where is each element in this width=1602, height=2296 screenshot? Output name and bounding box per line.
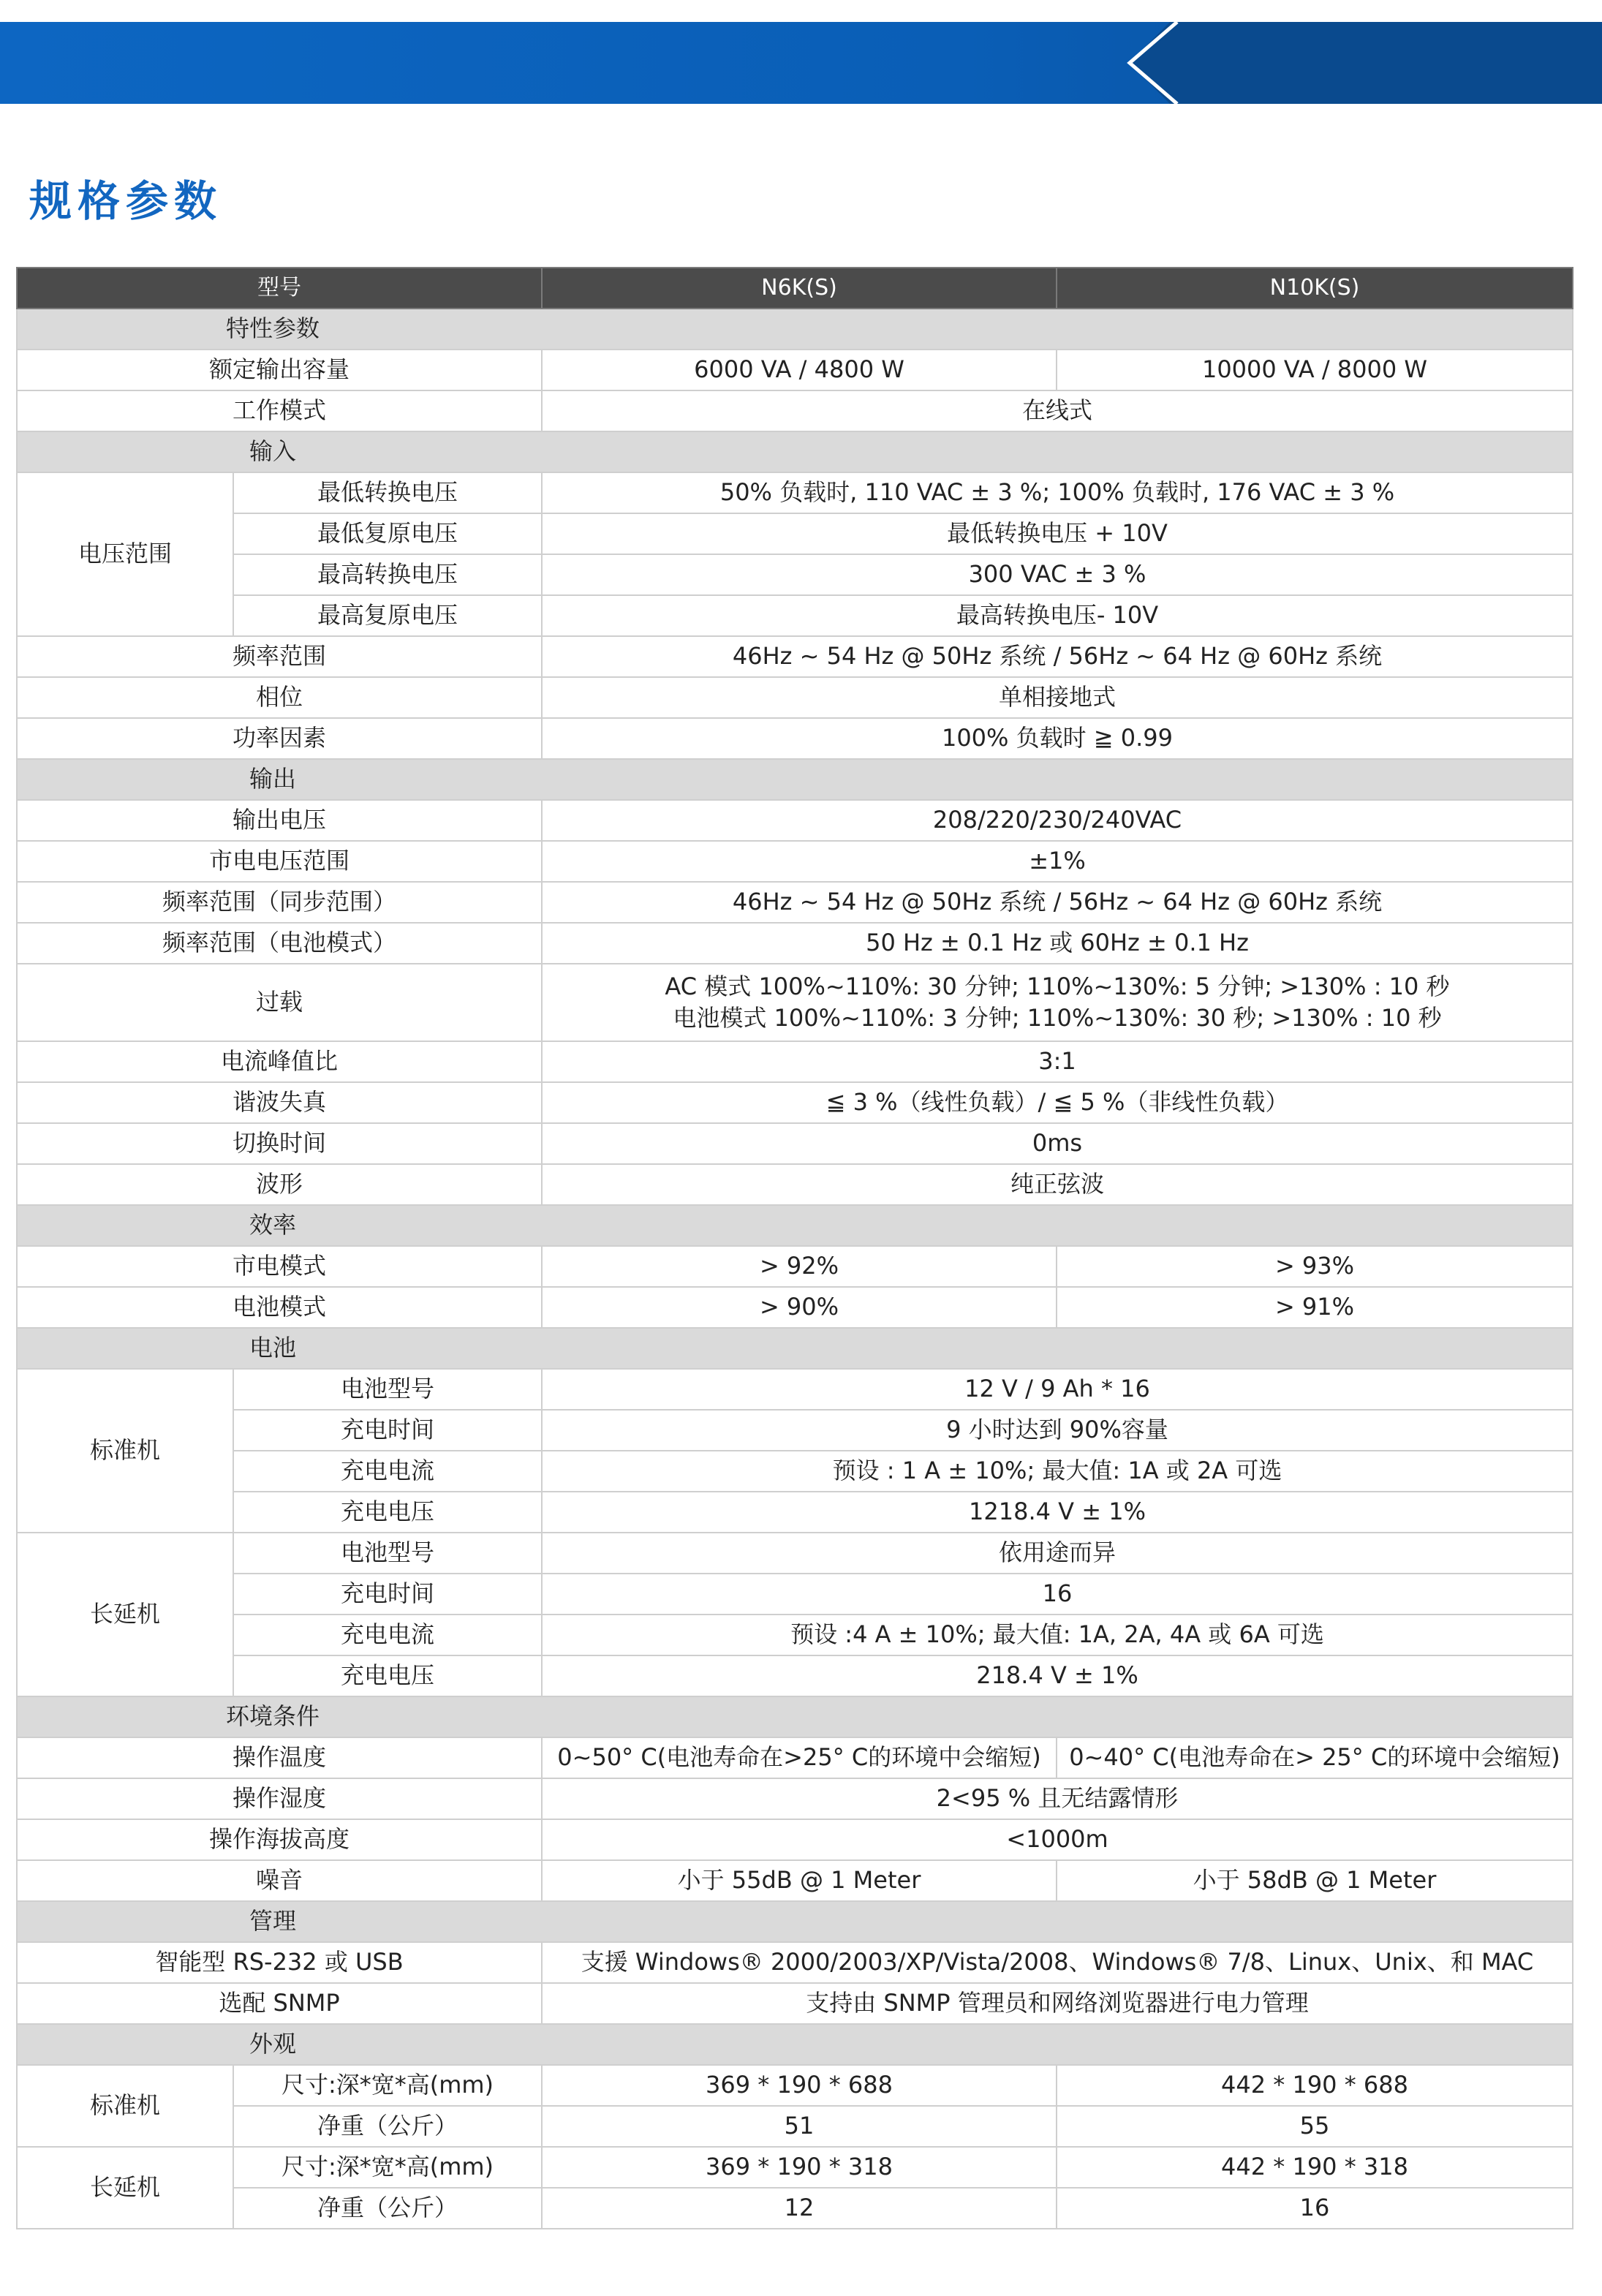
cell-value: ≦ 3 %（线性负载）/ ≦ 5 %（非线性负载）	[542, 1082, 1573, 1123]
table-row	[17, 2106, 1573, 2147]
cell-value: 12 V / 9 Ah * 16	[542, 1369, 1573, 1410]
overload-battery-line: 电池模式 100%~110%: 3 分钟; 110%~130%: 30 秒; >130% : 10 秒	[673, 1004, 1442, 1032]
table-row	[17, 1164, 1573, 1205]
row-label: 电流峰值比	[17, 1041, 542, 1082]
row-label: 输出电压	[17, 800, 542, 841]
row-label: 充电电压	[233, 1492, 542, 1533]
row-label: 尺寸:深*宽*高(mm)	[233, 2065, 542, 2106]
table-row	[17, 1451, 1573, 1492]
cell-value: 50 Hz ± 0.1 Hz 或 60Hz ± 0.1 Hz	[542, 923, 1573, 964]
section-row	[17, 1328, 1573, 1369]
section-row	[17, 2024, 1573, 2065]
table-row	[17, 390, 1573, 431]
cell-value: 纯正弦波	[542, 1164, 1573, 1205]
header-col-n6k: N6K(S)	[542, 268, 1057, 309]
table-row	[17, 2147, 1573, 2188]
cell-value: <1000m	[542, 1819, 1573, 1860]
table-row	[17, 841, 1573, 882]
table-row	[17, 1615, 1573, 1655]
table-row	[17, 1942, 1573, 1983]
cell-value: > 93%	[1057, 1246, 1573, 1287]
row-label: 充电时间	[233, 1574, 542, 1615]
table-row	[17, 1492, 1573, 1533]
cell-value: 369 * 190 * 688	[542, 2065, 1057, 2106]
table-row	[17, 1778, 1573, 1819]
row-label: 操作湿度	[17, 1778, 542, 1819]
cell-value: > 92%	[542, 1246, 1057, 1287]
cell-value: 51	[542, 2106, 1057, 2147]
cell-value: 预设 :4 A ± 10%; 最大值: 1A, 2A, 4A 或 6A 可选	[542, 1615, 1573, 1655]
table-row	[17, 1287, 1573, 1328]
row-label: 智能型 RS-232 或 USB	[17, 1942, 542, 1983]
row-label: 选配 SNMP	[17, 1983, 542, 2024]
row-label: 操作海拔高度	[17, 1819, 542, 1860]
section-environment: 环境条件	[225, 1702, 320, 1731]
group-label: 长延机	[17, 1533, 233, 1696]
cell-value: 单相接地式	[542, 677, 1573, 718]
cell-value: 12	[542, 2188, 1057, 2229]
cell-value: 9 小时达到 90%容量	[542, 1410, 1573, 1451]
cell-value: 100% 负载时 ≧ 0.99	[542, 718, 1573, 759]
row-label: 市电模式	[17, 1246, 542, 1287]
banner-chevron-graphic	[0, 22, 1602, 104]
section-row	[17, 1696, 1573, 1737]
cell-value: 300 VAC ± 3 %	[542, 554, 1573, 595]
table-row	[17, 1983, 1573, 2024]
table-row	[17, 350, 1573, 390]
overload-ac-line: AC 模式 100%~110%: 30 分钟; 110%~130%: 5 分钟; >130% : 10 秒	[665, 972, 1450, 1000]
section-management: 管理	[249, 1907, 296, 1936]
table-row	[17, 718, 1573, 759]
cell-value: 0~40° C(电池寿命在> 25° C的环境中会缩短)	[1057, 1737, 1573, 1778]
cell-value: 支持由 SNMP 管理员和网络浏览器进行电力管理	[542, 1983, 1573, 2024]
table-row	[17, 2188, 1573, 2229]
cell-value: 3:1	[542, 1041, 1573, 1082]
row-label: 电池型号	[233, 1533, 542, 1574]
table-row	[17, 1737, 1573, 1778]
table-row	[17, 1860, 1573, 1901]
row-label: 过载	[17, 964, 542, 1041]
row-label: 频率范围（电池模式）	[17, 923, 542, 964]
cell-value: 50% 负载时, 110 VAC ± 3 %; 100% 负载时, 176 VAC ± 3 %	[542, 472, 1573, 513]
cell-value: 6000 VA / 4800 W	[542, 350, 1057, 390]
section-row	[17, 431, 1573, 472]
table-row	[17, 1533, 1573, 1574]
table-row	[17, 513, 1573, 554]
cell-value: 46Hz ~ 54 Hz @ 50Hz 系统 / 56Hz ~ 64 Hz @ 60Hz 系统	[542, 882, 1573, 923]
table-row	[17, 923, 1573, 964]
row-label: 切换时间	[17, 1123, 542, 1164]
cell-value: 208/220/230/240VAC	[542, 800, 1573, 841]
table-row	[17, 1082, 1573, 1123]
page-title: 规格参数	[29, 176, 223, 226]
cell-value: 46Hz ~ 54 Hz @ 50Hz 系统 / 56Hz ~ 64 Hz @ 60Hz 系统	[542, 636, 1573, 677]
table-row	[17, 1410, 1573, 1451]
row-label: 噪音	[17, 1860, 542, 1901]
cell-value: 最高转换电压- 10V	[542, 595, 1573, 636]
row-label: 充电电压	[233, 1655, 542, 1696]
section-battery: 电池	[249, 1334, 296, 1362]
section-row	[17, 759, 1573, 800]
cell-value: ±1%	[542, 841, 1573, 882]
header-model: 型号	[17, 268, 542, 309]
table-row	[17, 1246, 1573, 1287]
table-row	[17, 1041, 1573, 1082]
row-label: 净重（公斤）	[233, 2106, 542, 2147]
table-row	[17, 1819, 1573, 1860]
row-label: 频率范围（同步范围）	[17, 882, 542, 923]
row-label: 电池型号	[233, 1369, 542, 1410]
table-row	[17, 1655, 1573, 1696]
row-label: 相位	[17, 677, 542, 718]
row-label: 频率范围	[17, 636, 542, 677]
cell-value: 55	[1057, 2106, 1573, 2147]
section-row	[17, 1205, 1573, 1246]
table-row	[17, 554, 1573, 595]
cell-value: 小于 55dB @ 1 Meter	[542, 1860, 1057, 1901]
cell-value: 16	[542, 1574, 1573, 1615]
cell-value: 支援 Windows® 2000/2003/XP/Vista/2008、Windows® 7/8、Linux、Unix、和 MAC	[542, 1942, 1573, 1983]
row-label: 充电时间	[233, 1410, 542, 1451]
section-efficiency: 效率	[249, 1211, 296, 1239]
cell-value: 10000 VA / 8000 W	[1057, 350, 1573, 390]
table-row	[17, 2065, 1573, 2106]
cell-value: > 91%	[1057, 1287, 1573, 1328]
cell-value: 预设 : 1 A ± 10%; 最大值: 1A 或 2A 可选	[542, 1451, 1573, 1492]
table-header-row	[17, 268, 1573, 309]
table-row	[17, 1369, 1573, 1410]
table-row	[17, 595, 1573, 636]
section-characteristics: 特性参数	[225, 314, 320, 343]
cell-value: 1218.4 V ± 1%	[542, 1492, 1573, 1533]
row-label: 最低复原电压	[233, 513, 542, 554]
row-label: 波形	[17, 1164, 542, 1205]
group-label: 长延机	[17, 2147, 233, 2229]
group-label: 电压范围	[17, 472, 233, 636]
table-row	[17, 677, 1573, 718]
cell-value: 369 * 190 * 318	[542, 2147, 1057, 2188]
row-label: 尺寸:深*宽*高(mm)	[233, 2147, 542, 2188]
table-row	[17, 964, 1573, 1041]
cell-value: 218.4 V ± 1%	[542, 1655, 1573, 1696]
row-label: 最低转换电压	[233, 472, 542, 513]
header-banner	[0, 22, 1602, 104]
row-label: 净重（公斤）	[233, 2188, 542, 2229]
cell-value: 小于 58dB @ 1 Meter	[1057, 1860, 1573, 1901]
table-row	[17, 1123, 1573, 1164]
table-row	[17, 636, 1573, 677]
cell-value: 依用途而异	[542, 1533, 1573, 1574]
cell-value: 0~50° C(电池寿命在>25° C的环境中会缩短)	[542, 1737, 1057, 1778]
spec-table	[16, 267, 1573, 2229]
table-row	[17, 800, 1573, 841]
table-row	[17, 472, 1573, 513]
row-label: 最高复原电压	[233, 595, 542, 636]
header-col-n10k: N10K(S)	[1057, 268, 1573, 309]
row-label: 功率因素	[17, 718, 542, 759]
table-row	[17, 882, 1573, 923]
row-label: 工作模式	[17, 390, 542, 431]
row-label: 市电电压范围	[17, 841, 542, 882]
section-output: 输出	[249, 765, 296, 793]
table-row	[17, 1574, 1573, 1615]
cell-value: 最低转换电压 + 10V	[542, 513, 1573, 554]
section-appearance: 外观	[249, 2030, 296, 2058]
cell-value: 442 * 190 * 318	[1057, 2147, 1573, 2188]
group-label: 标准机	[17, 1369, 233, 1533]
section-row	[17, 309, 1573, 350]
cell-value: 2<95 % 且无结露情形	[542, 1778, 1573, 1819]
section-row	[17, 1901, 1573, 1942]
row-label: 充电电流	[233, 1615, 542, 1655]
cell-value: 在线式	[542, 390, 1573, 431]
row-label: 谐波失真	[17, 1082, 542, 1123]
row-label: 最高转换电压	[233, 554, 542, 595]
cell-value: 16	[1057, 2188, 1573, 2229]
row-label: 额定输出容量	[17, 350, 542, 390]
cell-value: 442 * 190 * 688	[1057, 2065, 1573, 2106]
section-input: 输入	[249, 437, 296, 466]
row-label: 充电电流	[233, 1451, 542, 1492]
cell-value: > 90%	[542, 1287, 1057, 1328]
group-label: 标准机	[17, 2065, 233, 2147]
row-label: 电池模式	[17, 1287, 542, 1328]
row-label: 操作温度	[17, 1737, 542, 1778]
cell-value: 0ms	[542, 1123, 1573, 1164]
